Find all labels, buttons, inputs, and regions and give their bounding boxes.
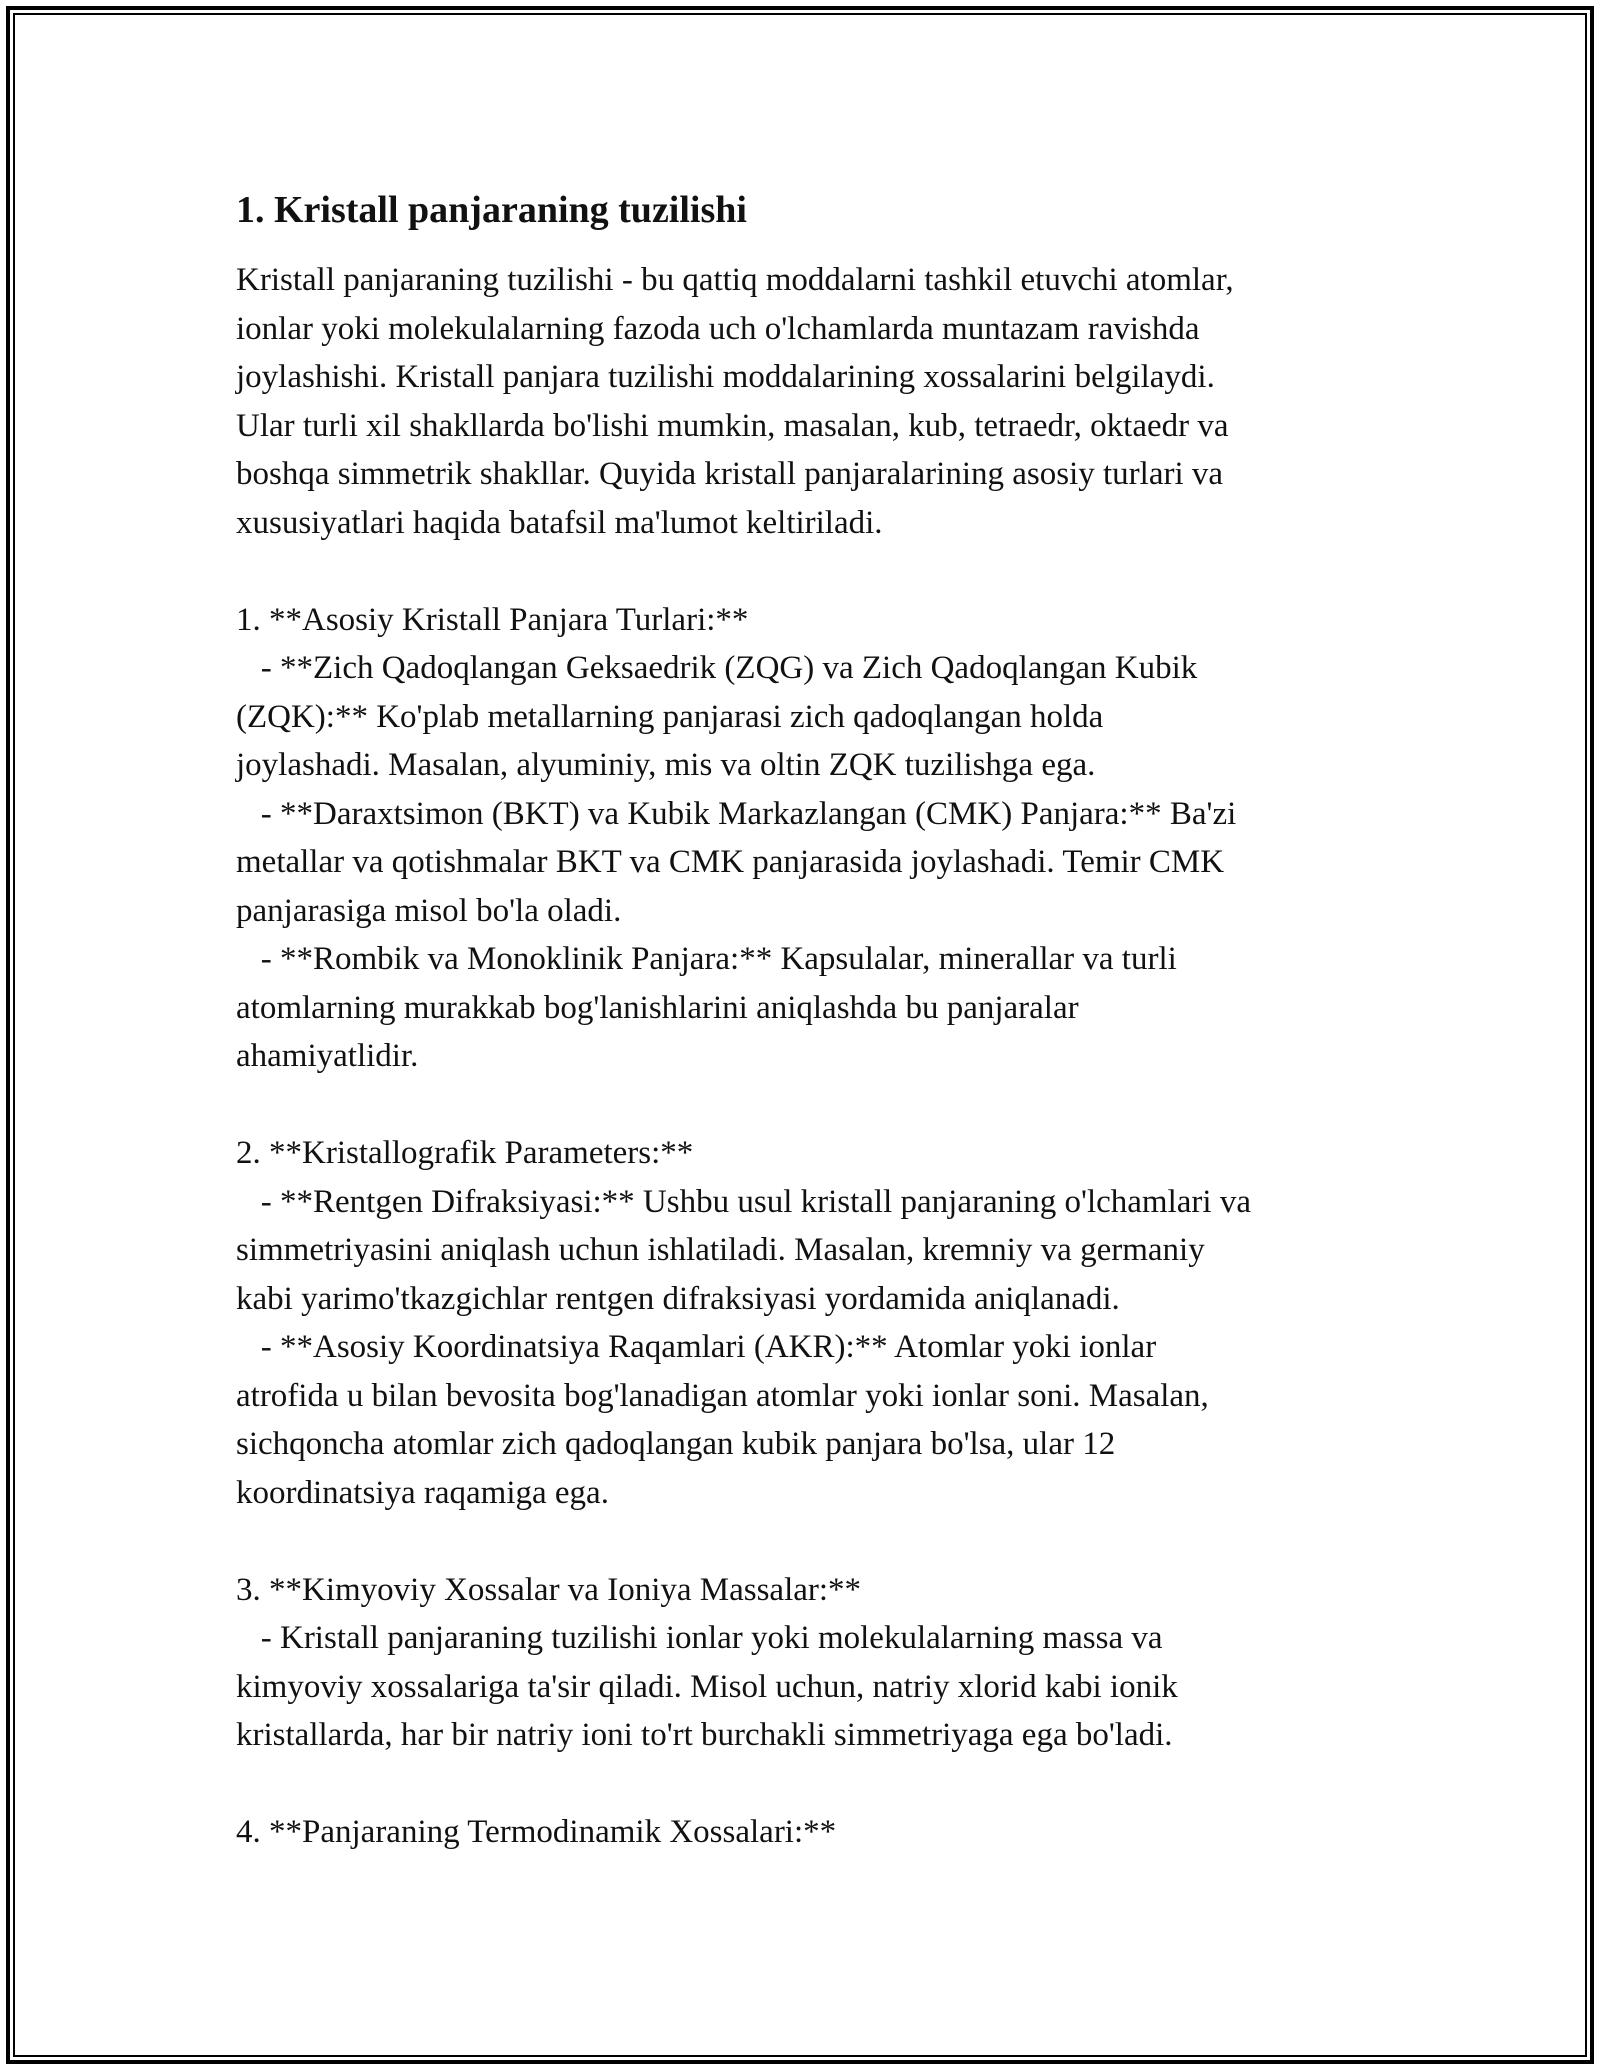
document-body-text: Kristall panjaraning tuzilishi - bu qattiq moddalarni tashkil etuvchi atomlar, ionlar yoki molekulalarning fazoda uch o'lchamlarda muntazam ravishda joylashishi. Kristall panjara tuzilishi moddalarining xossalarini belgilaydi. Ular turli xil shakllarda bo'lishi mumkin, masalan, kub, tetraedr, oktaedr va boshqa simmetrik shakllar. Quyida kristall panjaralarining asosiy turlari va xususiyatlari haqida batafsil ma'lumot keltiriladi. 1. **Asosiy Kristall Panjara Turlari:** - **Zich Qadoqlangan Geksaedrik (ZQG) va Zich Qadoqlangan Kubik (ZQK):** Ko'plab metallarning panjarasi zich qadoqlangan holda joylashadi. Masalan, alyuminiy, mis va oltin ZQK tuzilishga ega. - **Daraxtsimon (BKT) va Kubik Markazlangan (CMK) Panjara:** Ba'zi metallar va qotishmalar BKT va CMK panjarasida joylashadi. Temir CMK panjarasiga misol bo'la oladi. - **Rombik va Monoklinik Panjara:** Kapsulalar, minerallar va turli atomlarning murakkab bog'lanishlarini aniqlashda bu panjaralar ahamiyatlidir. 2. **Kristallografik Parameters:** - **Rentgen Difraksiyasi:** Ushbu usul kristall panjaraning o'lchamlari va simmetriyasini aniqlash uchun ishlatiladi. Masalan, kremniy va germaniy kabi yarimo'tkazgichlar rentgen difraksiyasi yordamida aniqlanadi. - **Asosiy Koordinatsiya Raqamlari (AKR):** Atomlar yoki ionlar atrofida u bilan bevosita bog'lanadigan atomlar yoki ionlar soni. Masalan, sichqoncha atomlar zich qadoqlangan kubik panjara bo'lsa, ular 12 koordinatsiya raqamiga ega. 3. **Kimyoviy Xossalar va Ioniya Massalar:** - Kristall panjaraning tuzilishi ionlar yoki molekulalarning massa va kimyoviy xossalariga ta'sir qiladi. Misol uchun, natriy xlorid kabi ionik kristallarda, har bir natriy ioni to'rt burchakli simmetriyaga ega bo'ladi. 4. **Panjaraning Termodinamik Xossalari:**	[236, 262, 1251, 1850]
document-title: 1. Kristall panjaraning tuzilishi	[236, 189, 747, 231]
document-content	[236, 186, 1376, 1857]
